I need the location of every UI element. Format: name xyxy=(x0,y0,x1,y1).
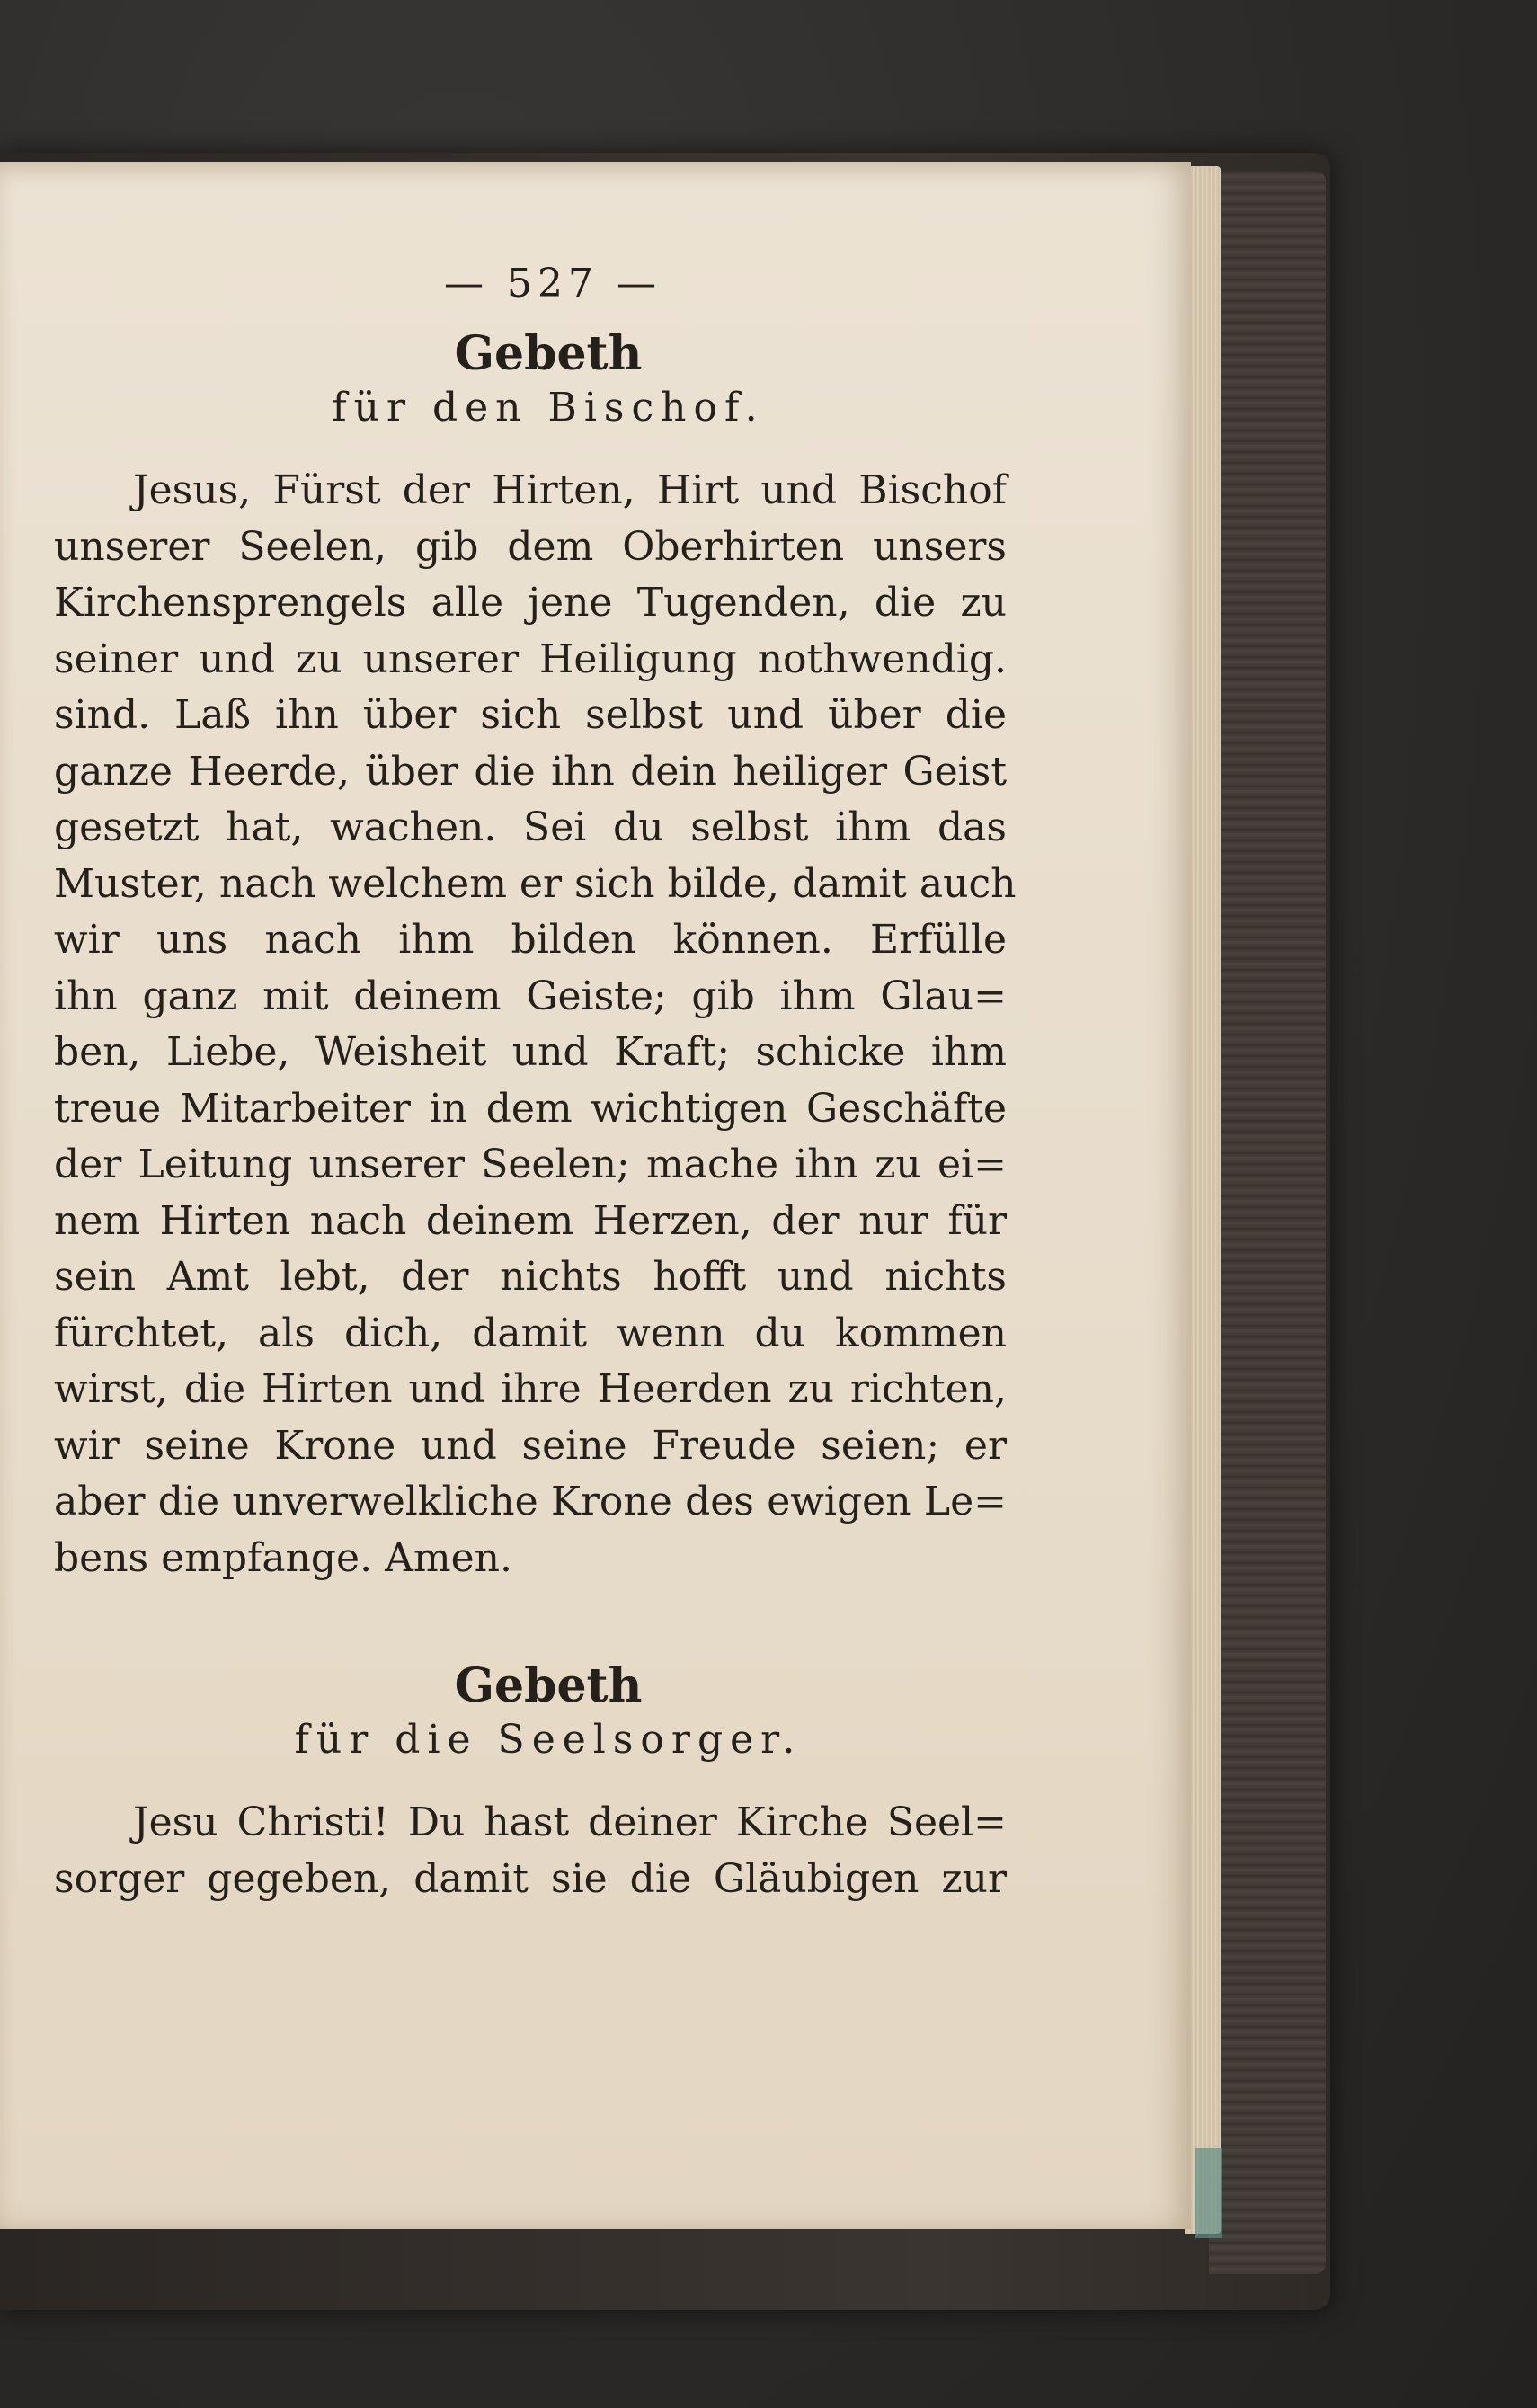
text-line: nem Hirten nach deinem Herzen, der nur für xyxy=(54,1197,1007,1244)
prayer-paragraph xyxy=(54,463,1017,1586)
text-line: wirst, die Hirten und ihre Heerden zu richten, xyxy=(54,1366,1007,1412)
text-line: Jesus, Fürst der Hirten, Hirt und Bischof xyxy=(133,467,1007,513)
section-subheading: für den Bischof. xyxy=(332,385,765,431)
text-line: ganze Heerde, über die ihn dein heiliger Geist xyxy=(54,748,1007,795)
text-line: wir uns nach ihm bilden können. Erfülle xyxy=(54,917,1007,963)
page-edge-stain xyxy=(1195,2148,1222,2238)
section-heading: Gebeth xyxy=(454,1658,643,1713)
book-cover-edge xyxy=(1209,171,1326,2274)
book-page xyxy=(0,162,1191,2229)
section-subheading: für die Seelsorger. xyxy=(294,1717,803,1763)
page-content xyxy=(54,261,1017,1907)
text-line: bens empfange. Amen. xyxy=(54,1534,512,1581)
text-line: ben, Liebe, Weisheit und Kraft; schicke ihm xyxy=(54,1029,1007,1075)
text-line: sind. Laß ihn über sich selbst und über die xyxy=(54,692,1007,738)
text-line: gesetzt hat, wachen. Sei du selbst ihm das xyxy=(54,804,1007,850)
text-line: Kirchensprengels alle jene Tugenden, die zu xyxy=(54,580,1007,626)
text-line: aber die unverwelkliche Krone des ewigen Le= xyxy=(54,1479,1007,1524)
text-line: Muster, nach welchem er sich bilde, damit auch xyxy=(54,860,1017,907)
text-line: sorger gegeben, damit sie die Gläubigen zur xyxy=(54,1855,1007,1902)
prayer-section-pastors xyxy=(54,1658,1007,1907)
text-line: treue Mitarbeiter in dem wichtigen Geschäfte xyxy=(54,1085,1007,1132)
prayer-section-bishop xyxy=(54,326,1017,1586)
page-number: — 527 — xyxy=(444,261,662,307)
text-line: seiner und zu unserer Heiligung nothwendig. xyxy=(54,635,1007,682)
text-line: fürchtet, als dich, damit wenn du kommen xyxy=(54,1310,1007,1356)
text-line: unserer Seelen, gib dem Oberhirten unsers xyxy=(54,523,1007,570)
section-heading: Gebeth xyxy=(454,326,643,381)
text-line: der Leitung unserer Seelen; mache ihn zu ei= xyxy=(54,1142,1007,1187)
prayer-paragraph xyxy=(54,1795,1007,1907)
text-line: wir seine Krone und seine Freude seien; er xyxy=(54,1422,1007,1469)
text-line: ihn ganz mit deinem Geiste; gib ihm Glau= xyxy=(54,973,1007,1019)
text-line: Jesu Christi! Du hast deiner Kirche Seel= xyxy=(133,1799,1007,1845)
text-line: sein Amt lebt, der nichts hofft und nichts xyxy=(54,1254,1007,1300)
